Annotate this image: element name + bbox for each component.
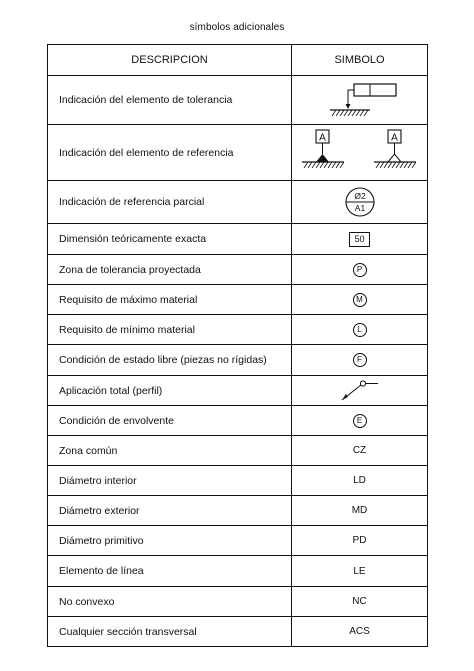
- table-row: [48, 284, 427, 314]
- table-row: [48, 495, 427, 525]
- row-symbol: [292, 345, 427, 375]
- row-description: Diámetro primitivo: [48, 526, 292, 555]
- table-row: [48, 124, 427, 180]
- datum-target-icon: [343, 185, 377, 219]
- table-header-row: [48, 45, 427, 75]
- row-symbol: PD: [352, 535, 367, 546]
- table-row: [48, 405, 427, 435]
- table-row: [48, 616, 427, 646]
- row-symbol: MD: [351, 505, 368, 516]
- datum-feature-icon: [298, 128, 422, 178]
- table-row: [48, 75, 427, 124]
- table-row: [48, 223, 427, 254]
- tolerance-frame-leader-icon: [320, 78, 400, 122]
- table-row: [48, 375, 427, 405]
- row-symbol: [292, 376, 427, 405]
- table-row: [48, 525, 427, 555]
- symbols-table: [47, 44, 428, 647]
- table-row: [48, 586, 427, 616]
- row-description: Dimensión teóricamente exacta: [48, 224, 292, 254]
- row-symbol: LD: [353, 475, 366, 486]
- row-description: Zona de tolerancia proyectada: [48, 255, 292, 284]
- row-description: Indicación del elemento de referencia: [48, 125, 292, 180]
- row-symbol: [292, 224, 427, 254]
- target-label: A1: [354, 203, 365, 213]
- row-symbol: CZ: [352, 445, 367, 456]
- row-symbol: [292, 125, 427, 180]
- row-description: Indicación del elemento de tolerancia: [48, 76, 292, 124]
- row-description: Condición de estado libre (piezas no rígidas): [48, 345, 292, 375]
- all-around-profile-icon: [338, 378, 382, 404]
- free-state-icon: F: [353, 353, 367, 367]
- table-row: [48, 314, 427, 344]
- row-symbol: [292, 181, 427, 223]
- header-description: DESCRIPCION: [48, 45, 292, 75]
- row-symbol: [292, 315, 427, 344]
- header-symbol: SIMBOLO: [334, 54, 385, 66]
- table-row: [48, 180, 427, 223]
- target-size: Ø2: [353, 191, 366, 201]
- table-row: [48, 435, 427, 465]
- table-row: [48, 465, 427, 495]
- row-description: Elemento de línea: [48, 556, 292, 586]
- row-description: Cualquier sección transversal: [48, 617, 292, 646]
- row-symbol: [292, 76, 427, 124]
- row-symbol: ACS: [349, 626, 370, 637]
- row-symbol: NC: [352, 596, 367, 607]
- row-description: Indicación de referencia parcial: [48, 181, 292, 223]
- row-symbol: LE: [353, 565, 366, 577]
- row-symbol: [292, 255, 427, 284]
- table-row: [48, 254, 427, 284]
- row-description: Condición de envolvente: [48, 406, 292, 435]
- table-row: [48, 344, 427, 375]
- table-row: [48, 555, 427, 586]
- exact-dimension-box: 50: [349, 232, 369, 247]
- row-description: Zona común: [48, 436, 292, 465]
- row-description: No convexo: [48, 587, 292, 616]
- row-description: Aplicación total (perfil): [48, 376, 292, 405]
- datum-letter: A: [318, 132, 326, 143]
- row-description: Diámetro exterior: [48, 496, 292, 525]
- projected-zone-icon: P: [353, 263, 367, 277]
- max-material-icon: M: [353, 293, 367, 307]
- datum-letter: A: [390, 132, 398, 143]
- least-material-icon: L: [353, 323, 367, 337]
- row-symbol: [292, 285, 427, 314]
- row-description: Requisito de mínimo material: [48, 315, 292, 344]
- row-description: Diámetro interior: [48, 466, 292, 495]
- row-symbol: [292, 406, 427, 435]
- envelope-icon: E: [353, 414, 367, 428]
- row-description: Requisito de máximo material: [48, 285, 292, 314]
- page-title: símbolos adicionales: [189, 22, 285, 33]
